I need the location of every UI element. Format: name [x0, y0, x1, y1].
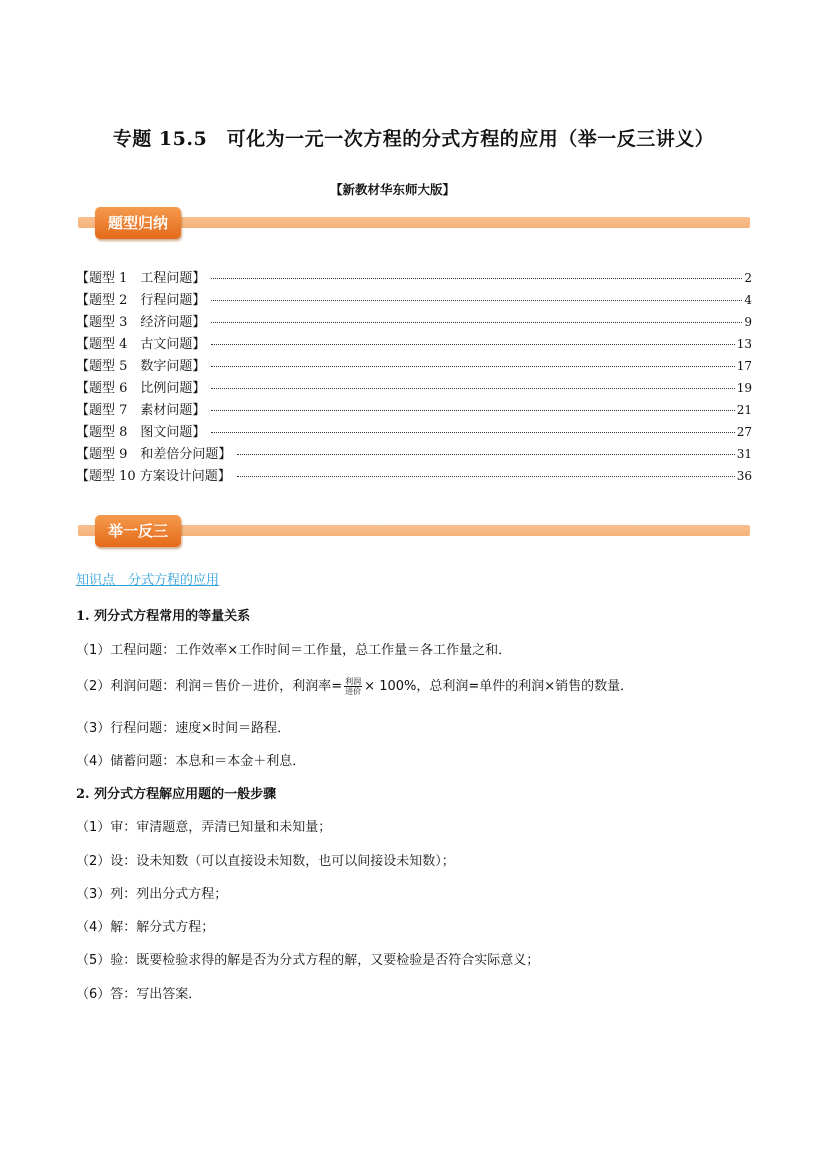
knowledge-point-link[interactable]: 知识点 分式方程的应用 [76, 573, 220, 588]
toc-item-label: 【题型 3 经济问题】 [76, 315, 206, 330]
toc-item-label: 【题型 4 古文问题】 [76, 337, 206, 352]
toc-leader [237, 454, 734, 455]
toc-item-label: 【题型 9 和差倍分问题】 [76, 447, 232, 462]
toc-item-label: 【题型 1 工程问题】 [76, 271, 206, 286]
toc-item-page: 19 [736, 381, 752, 395]
profit-suffix: × 100%，总利润=单件的利润×销售的数量． [364, 679, 634, 694]
toc-leader [237, 476, 735, 477]
toc-item-page: 36 [736, 469, 752, 483]
toc-item-page: 4 [744, 293, 752, 307]
toc-item[interactable] [76, 377, 752, 399]
toc-item[interactable] [76, 311, 752, 333]
step-item: （1）审：审清题意，弄清已知量和未知量； [76, 820, 332, 835]
toc-leader [211, 300, 742, 301]
toc-item-label: 【题型 7 素材问题】 [76, 403, 206, 418]
toc-item-label: 【题型 10 方案设计问题】 [76, 469, 231, 484]
toc-item-label: 【题型 6 比例问题】 [76, 381, 206, 396]
toc-item[interactable] [76, 421, 752, 443]
table-of-contents [76, 267, 752, 487]
step-item: （3）列：列出分式方程； [76, 887, 228, 902]
toc-leader [211, 278, 742, 279]
banner-practice [78, 515, 750, 553]
toc-item[interactable] [76, 465, 752, 487]
toc-item-page: 17 [736, 359, 752, 373]
toc-item[interactable] [76, 267, 752, 289]
step-item: （4）解：解分式方程； [76, 920, 215, 935]
section2-heading: 2. 列分式方程解应用题的一般步骤 [76, 787, 277, 802]
banner-types-label: 题型归纳 [95, 207, 181, 239]
toc-item-page: 27 [736, 425, 752, 439]
banner-practice-label: 举一反三 [95, 515, 181, 547]
toc-item-label: 【题型 2 行程问题】 [76, 293, 206, 308]
section1-item: （1）工程问题：工作效率×工作时间＝工作量，总工作量＝各工作量之和． [76, 643, 512, 658]
fraction-denominator: 进价 [345, 687, 362, 696]
toc-item-label: 【题型 5 数字问题】 [76, 359, 206, 374]
section1-heading: 1. 列分式方程常用的等量关系 [76, 609, 251, 624]
step-item: （5）验：既要检验求得的解是否为分式方程的解，又要检验是否符合实际意义； [76, 953, 540, 968]
toc-item[interactable] [76, 443, 752, 465]
toc-item-page: 13 [736, 337, 752, 351]
profit-formula [76, 675, 633, 696]
profit-fraction [344, 677, 362, 696]
section1-item: （3）行程问题：速度×时间＝路程． [76, 721, 291, 736]
toc-item[interactable] [76, 399, 752, 421]
toc-item[interactable] [76, 289, 752, 311]
banner-types [78, 207, 750, 245]
toc-item[interactable] [76, 355, 752, 377]
toc-leader [211, 410, 734, 411]
toc-leader [211, 366, 734, 367]
edition-label: 【新教材华东师大版】 [330, 182, 456, 197]
page-title: 专题 15.5 可化为一元一次方程的分式方程的应用（举一反三讲义） [112, 128, 715, 150]
section1-item: （4）储蓄问题：本息和＝本金＋利息． [76, 754, 306, 769]
profit-prefix: （2）利润问题：利润＝售价－进价，利润率= [76, 679, 343, 694]
toc-leader [211, 322, 742, 323]
toc-item-page: 9 [744, 315, 752, 329]
fraction-numerator: 利润 [345, 677, 362, 686]
toc-item-page: 21 [736, 403, 752, 417]
step-item: （2）设：设未知数（可以直接设未知数，也可以间接设未知数）； [76, 854, 455, 869]
toc-leader [211, 432, 734, 433]
toc-item-page: 2 [744, 271, 752, 285]
toc-leader [211, 388, 734, 389]
toc-item-label: 【题型 8 图文问题】 [76, 425, 206, 440]
toc-leader [211, 344, 734, 345]
step-item: （6）答：写出答案． [76, 987, 202, 1002]
toc-item-page: 31 [736, 447, 752, 461]
toc-item[interactable] [76, 333, 752, 355]
